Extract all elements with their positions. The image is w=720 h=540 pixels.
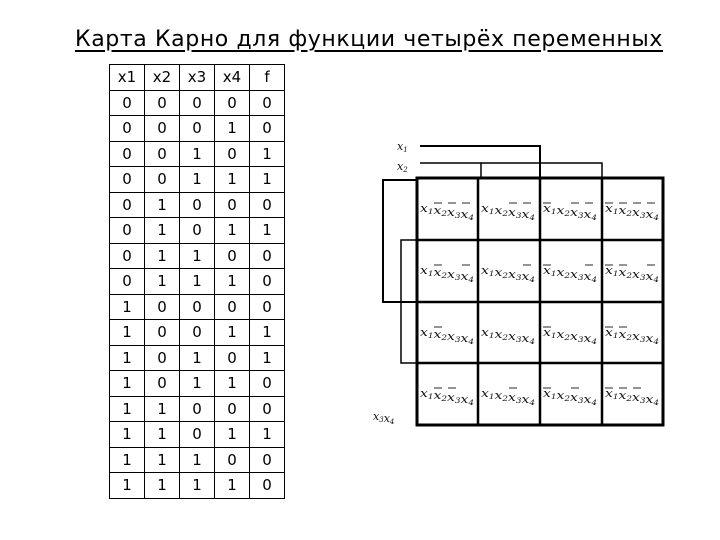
table-cell: 0 [145, 141, 180, 167]
table-cell: 1 [110, 371, 145, 397]
table-cell: 0 [180, 218, 215, 244]
table-cell: 0 [250, 473, 285, 499]
table-cell: 1 [180, 141, 215, 167]
table-cell: 0 [250, 192, 285, 218]
table-cell: 0 [110, 218, 145, 244]
svg-text:x1x2x3x4: x 1x 2x 3x 4 [605, 264, 658, 284]
header-x2: x2 [145, 65, 180, 91]
table-cell: 1 [250, 422, 285, 448]
x4-bracket [383, 180, 417, 302]
table-cell: 0 [145, 116, 180, 142]
label-x3x4: x3x4 [373, 410, 395, 426]
svg-text:x1x2x3x4: x 1x 2x 3x 4 [420, 387, 473, 407]
table-cell: 1 [110, 473, 145, 499]
table-cell: 1 [180, 345, 215, 371]
table-row [110, 243, 285, 269]
svg-text:x1x2x3x4: x 1x 2x 3x 4 [605, 326, 658, 346]
table-cell: 0 [215, 90, 250, 116]
truth-table-body [110, 90, 285, 498]
table-cell: 1 [215, 320, 250, 346]
table-row [110, 192, 285, 218]
axis-labels [373, 140, 408, 426]
svg-text:x1x2x3x4: x 1x 2x 3x 4 [543, 387, 596, 407]
kmap-cell-term [481, 202, 535, 222]
table-cell: 1 [215, 269, 250, 295]
table-cell: 0 [250, 90, 285, 116]
kmap-cell-term [543, 202, 597, 222]
table-cell: 1 [110, 422, 145, 448]
table-cell: 0 [110, 167, 145, 193]
table-cell: 1 [110, 396, 145, 422]
svg-text:x1x2x3x4: x 1x 2x 3x 4 [481, 202, 534, 222]
table-row [110, 116, 285, 142]
table-cell: 1 [145, 218, 180, 244]
kmap-cell-term [481, 264, 535, 284]
svg-text:x1x2x3x4: x 1x 2x 3x 4 [605, 387, 658, 407]
table-cell: 0 [250, 396, 285, 422]
svg-text:x1x2x3x4: x 1x 2x 3x 4 [481, 326, 534, 346]
header-x1: x1 [110, 65, 145, 91]
table-cell: 0 [110, 116, 145, 142]
kmap-cell-term [605, 326, 659, 346]
table-row [110, 269, 285, 295]
table-cell: 0 [145, 90, 180, 116]
table-cell: 0 [180, 422, 215, 448]
table-cell: 0 [215, 345, 250, 371]
table-cell: 0 [250, 116, 285, 142]
table-row [110, 447, 285, 473]
x2-bracket [420, 163, 481, 178]
svg-text:x1x2x3x4: x 1x 2x 3x 4 [420, 264, 473, 284]
kmap-cell-term [605, 264, 659, 284]
table-row [110, 167, 285, 193]
svg-text:x1x2x3x4: x 1x 2x 3x 4 [420, 202, 473, 222]
table-row [110, 396, 285, 422]
table-cell: 1 [180, 269, 215, 295]
kmap-cell-term [420, 264, 474, 284]
table-cell: 0 [215, 447, 250, 473]
svg-text:x1x2x3x4: x 1x 2x 3x 4 [543, 264, 596, 284]
truth-table-header-row [110, 65, 285, 91]
table-cell: 1 [180, 473, 215, 499]
table-cell: 1 [215, 473, 250, 499]
svg-text:x1x2x3x4: x 1x 2x 3x 4 [481, 264, 534, 284]
label-x2: x2 [397, 160, 408, 174]
table-cell: 1 [110, 447, 145, 473]
table-cell: 0 [215, 141, 250, 167]
page-title: Карта Карно для функции четырёх переменных [75, 27, 663, 52]
table-cell: 1 [110, 345, 145, 371]
table-row [110, 422, 285, 448]
karnaugh-map [365, 130, 675, 435]
table-cell: 0 [110, 243, 145, 269]
table-cell: 0 [250, 269, 285, 295]
table-cell: 0 [145, 320, 180, 346]
table-cell: 1 [145, 243, 180, 269]
table-cell: 0 [250, 447, 285, 473]
table-row [110, 218, 285, 244]
table-cell: 1 [215, 218, 250, 244]
header-f: f [250, 65, 285, 91]
kmap-cell-term [420, 387, 474, 407]
table-cell: 0 [110, 141, 145, 167]
kmap-cell-term [543, 326, 597, 346]
kmap-cell-term [605, 202, 659, 222]
table-cell: 0 [180, 90, 215, 116]
table-cell: 1 [180, 167, 215, 193]
svg-text:x1x2x3x4: x 1x 2x 3x 4 [543, 326, 596, 346]
kmap-cell-term [420, 202, 474, 222]
table-cell: 0 [215, 294, 250, 320]
header-x4: x4 [215, 65, 250, 91]
table-row [110, 294, 285, 320]
label-x1: x1 [397, 140, 408, 154]
table-cell: 0 [215, 243, 250, 269]
svg-text:x1x2x3x4: x 1x 2x 3x 4 [420, 326, 473, 346]
table-cell: 1 [250, 141, 285, 167]
table-cell: 1 [180, 243, 215, 269]
kmap-cell-term [543, 387, 597, 407]
table-cell: 0 [250, 294, 285, 320]
table-cell: 1 [250, 218, 285, 244]
table-cell: 0 [145, 371, 180, 397]
table-cell: 0 [110, 269, 145, 295]
table-cell: 1 [110, 294, 145, 320]
table-cell: 0 [180, 320, 215, 346]
table-cell: 0 [215, 192, 250, 218]
table-cell: 0 [145, 167, 180, 193]
table-cell: 1 [145, 473, 180, 499]
truth-table [109, 64, 285, 499]
kmap-cell-term [543, 264, 597, 284]
table-cell: 1 [215, 422, 250, 448]
kmap-cell-term [481, 387, 535, 407]
table-row [110, 371, 285, 397]
table-cell: 0 [110, 90, 145, 116]
table-row [110, 320, 285, 346]
table-cell: 0 [145, 345, 180, 371]
x1-bracket [420, 146, 540, 178]
table-cell: 1 [215, 116, 250, 142]
x2-bracket-right [481, 163, 602, 178]
table-cell: 0 [145, 294, 180, 320]
table-row [110, 90, 285, 116]
table-cell: 1 [145, 269, 180, 295]
table-cell: 1 [145, 396, 180, 422]
kmap-cell-term [420, 326, 474, 346]
table-cell: 1 [180, 371, 215, 397]
table-cell: 1 [110, 320, 145, 346]
table-cell: 0 [110, 192, 145, 218]
svg-text:x1x2x3x4: x 1x 2x 3x 4 [481, 387, 534, 407]
header-x3: x3 [180, 65, 215, 91]
table-cell: 1 [145, 192, 180, 218]
table-cell: 0 [215, 396, 250, 422]
table-row [110, 473, 285, 499]
table-cell: 1 [250, 167, 285, 193]
table-cell: 0 [180, 396, 215, 422]
table-cell: 1 [250, 320, 285, 346]
table-cell: 1 [215, 167, 250, 193]
table-cell: 0 [180, 192, 215, 218]
table-cell: 1 [250, 345, 285, 371]
svg-text:x1x2x3x4: x 1x 2x 3x 4 [605, 202, 658, 222]
table-cell: 0 [250, 243, 285, 269]
table-row [110, 345, 285, 371]
table-row [110, 141, 285, 167]
kmap-cell-term [481, 326, 535, 346]
table-cell: 1 [215, 371, 250, 397]
svg-text:x1x2x3x4: x 1x 2x 3x 4 [543, 202, 596, 222]
table-cell: 0 [250, 371, 285, 397]
table-cell: 1 [145, 422, 180, 448]
table-cell: 1 [145, 447, 180, 473]
table-cell: 0 [180, 294, 215, 320]
table-cell: 1 [180, 447, 215, 473]
table-cell: 0 [180, 116, 215, 142]
kmap-cell-term [605, 387, 659, 407]
